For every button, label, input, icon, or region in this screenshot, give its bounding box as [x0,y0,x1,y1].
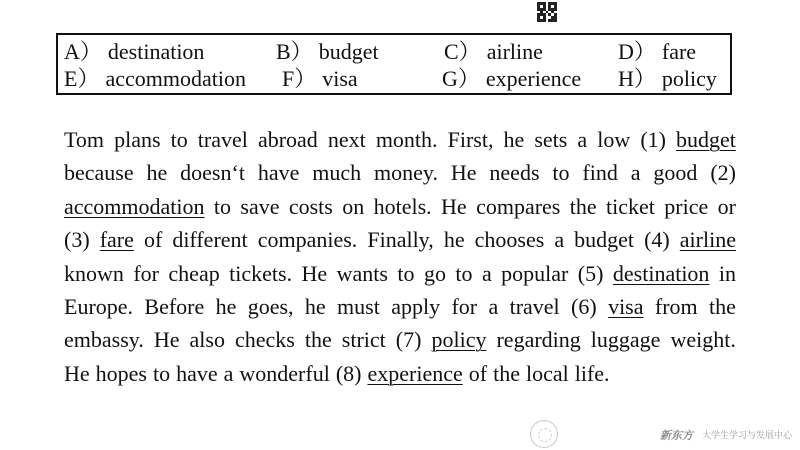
word: chooses [474,227,545,253]
word: in [718,260,736,286]
word: find [582,160,618,186]
word: on [342,193,365,219]
word: have [257,160,300,186]
word: much [312,160,362,186]
word: next [327,127,366,152]
word: apply [391,293,441,319]
passage-line-3 [64,190,736,223]
word: he [146,160,168,186]
qr-code [537,2,557,22]
word: low [597,127,631,152]
word: of [143,227,163,253]
word: to [397,260,415,286]
option-d: D） fare [618,39,697,64]
word: travel [197,127,248,152]
word: the [569,193,597,219]
passage [64,123,736,390]
word: to [170,127,188,152]
word: he [215,293,237,319]
word: ticket [606,193,655,219]
word: hopes [95,360,147,386]
word: embassy. [64,327,144,353]
word: He [64,360,90,386]
word: wonderful [239,360,330,386]
word: money. [374,160,438,186]
word: companies. [257,227,358,253]
word: wants [336,260,388,286]
word: (4) [644,227,670,253]
word: he [503,127,525,152]
word: (2) [710,160,736,186]
word: cheap [168,260,220,286]
word: checks [235,327,295,353]
word: different [172,227,248,253]
answer-6: visa [608,293,644,319]
word: go [423,260,446,286]
word: plans [114,127,161,152]
word: (1) [640,127,666,152]
word: (7) [395,327,422,353]
word: for [133,260,159,286]
word: life. [574,360,610,386]
word: goes, [247,293,294,319]
word: costs [288,193,333,219]
word: to [152,360,171,386]
passage-line-4 [64,223,736,256]
passage-line-1 [64,123,736,156]
word: good [653,160,698,186]
word: popular [501,260,569,286]
word: a [481,260,492,286]
word: weight. [670,327,736,353]
answer-2: accommodation [64,193,205,219]
word: the [493,360,520,386]
word: needs [489,160,540,186]
word: budget [574,227,635,253]
option-g: G） experience [442,66,582,91]
word: a [488,293,499,319]
word: also [189,327,225,353]
word: Tom [64,127,105,152]
word: a [223,360,234,386]
word: have [176,360,218,386]
word: of [468,360,488,386]
word: the [304,327,332,353]
passage-line-8 [64,357,736,390]
word: because [64,160,134,186]
word: (3) [64,227,90,253]
word: sets [534,127,568,152]
word: doesn‘t [180,160,245,186]
watermark-seal [530,420,558,448]
word: Before [144,293,205,319]
word: (5) [577,260,604,286]
word: abroad [257,127,318,152]
word: for [451,293,478,319]
word: luggage [590,327,661,353]
watermark-brand: 新东方 [660,429,693,442]
option-b: B） budget [276,39,379,64]
option-h: H） policy [618,66,717,91]
answer-8: experience [367,360,463,386]
option-f: F） visa [282,66,358,91]
option-a: A） destination [64,39,205,64]
word: He [450,160,477,186]
watermark-org: 大学生学习与发展中心 [702,431,793,441]
word: Finally, [367,227,434,253]
word: a [554,227,565,253]
passage-line-2 [64,156,736,189]
word: travel [509,293,560,319]
word: He [301,260,328,286]
option-c: C） airline [444,39,543,64]
word: (8) [335,360,362,386]
word: First, [447,127,494,152]
word: the [709,293,736,319]
word: a [630,160,641,186]
answer-7: policy [431,327,487,353]
word: a [577,127,588,152]
word: save [240,193,280,219]
word: price [664,193,709,219]
word: must [337,293,380,319]
word: known [64,260,124,286]
word: hotels. [373,193,432,219]
word: he [304,293,326,319]
answer-3: fare [99,227,134,253]
word: (6) [571,293,597,319]
passage-line-5 [64,257,736,290]
answer-1: budget [676,127,736,152]
word: tickets. [229,260,293,286]
word: to [455,260,473,286]
passage-line-6 [64,290,736,323]
word: regarding [496,327,581,353]
answer-4: airline [679,227,736,253]
answer-5: destination [612,260,710,286]
word: from [654,293,698,319]
word: Europe. [64,293,134,319]
word: local [525,360,569,386]
word: he [443,227,465,253]
passage-line-7 [64,323,736,356]
word: He [441,193,467,219]
word: compares [476,193,561,219]
word: month. [375,127,438,152]
word: to [552,160,570,186]
word: or [717,193,736,219]
option-e: E） accommodation [64,66,246,91]
word: to [213,193,232,219]
word: He [153,327,180,353]
word-bank [56,33,732,95]
word: strict [341,327,386,353]
